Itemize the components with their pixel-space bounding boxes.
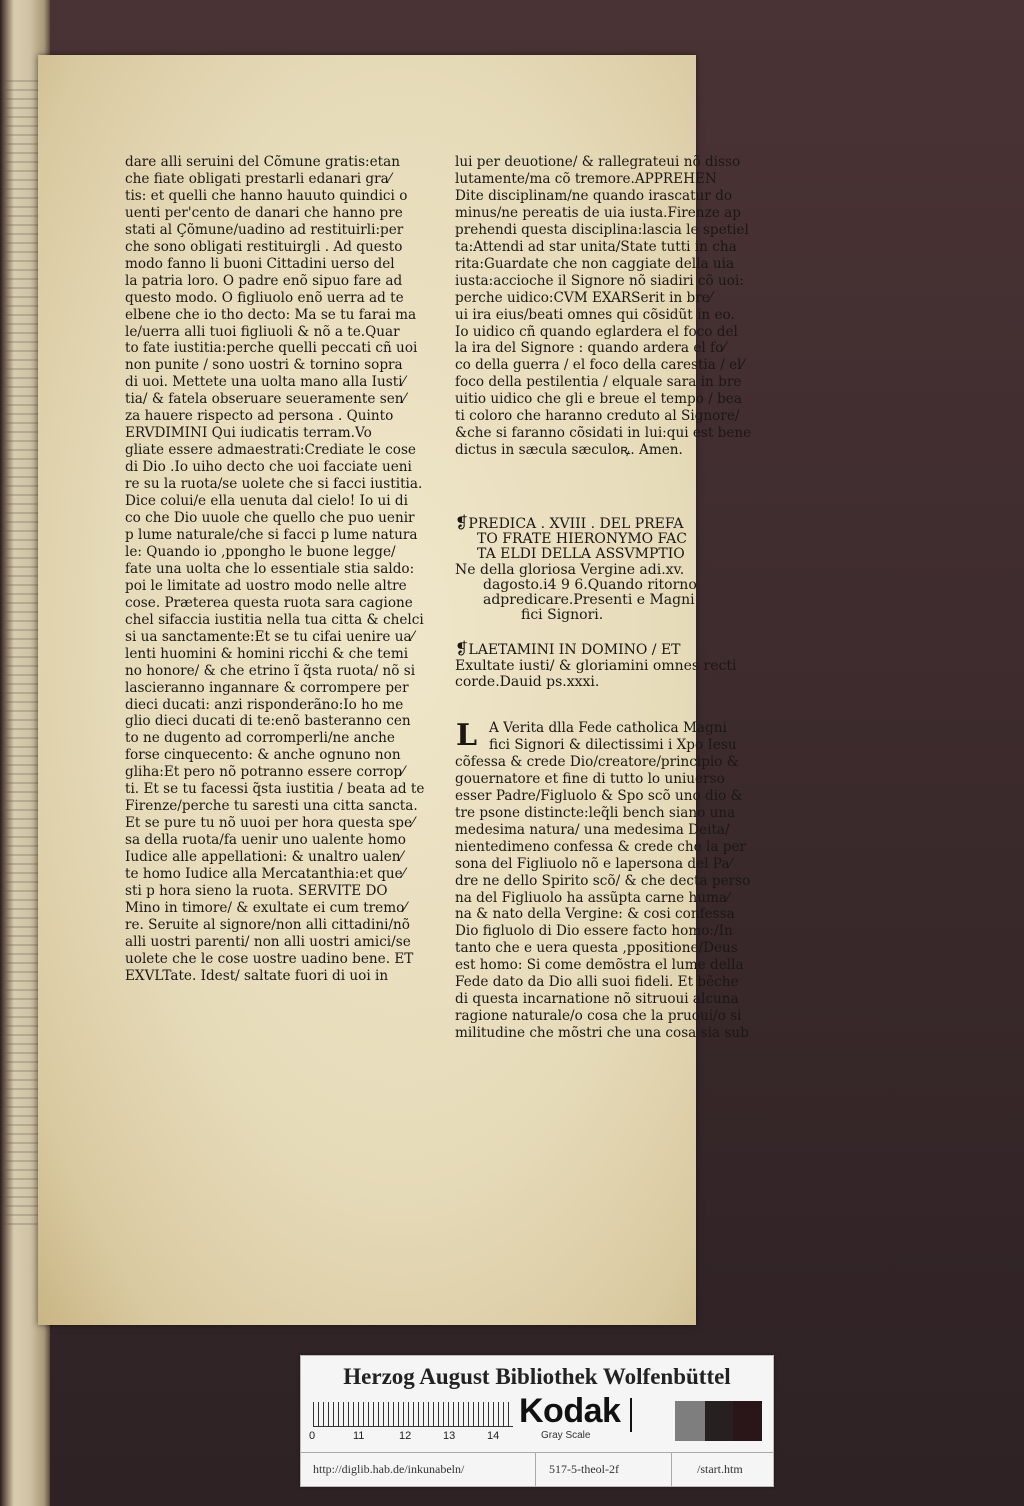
text-line: di questa incarnatione nõ sitruoui alcuna xyxy=(455,991,739,1008)
text-line: sti p hora sieno la ruota. SERVITE DO xyxy=(125,882,388,899)
right-text-column xyxy=(455,154,767,459)
text-line: modo fanno li buoni Cittadini uerso del xyxy=(125,255,395,272)
text-line: adpredicare.Presenti e Magni xyxy=(483,592,695,609)
text-line: prehendi questa disciplina:lascia le spetiel xyxy=(455,221,749,238)
text-line: militudine che mõstri che una cosa sia sub xyxy=(455,1025,749,1042)
dark-swatch xyxy=(705,1401,733,1441)
text-line: di uoi. Mettete una uolta mano alla Iusti⁄ xyxy=(125,374,405,391)
kodak-logo-bar xyxy=(630,1398,632,1432)
text-line: co che Dio uuole che quello che puo uenir xyxy=(125,510,415,527)
text-line: tanto che e uera questa ,ppositione/Deus xyxy=(455,940,738,957)
text-line: Iudice alle appellationi: & unaltro ualen⁄ xyxy=(125,849,403,866)
text-line: re. Seruite al signore/non alli cittadini/nõ xyxy=(125,916,410,933)
text-line: Io uidico cñ quando eglardera el foco del xyxy=(455,323,738,340)
text-line: che fiate obligati prestarli edanari gra⁄ xyxy=(125,170,392,187)
text-line: no honore/ & che etrino ĩ q̃sta ruota/ nõ si xyxy=(125,662,416,679)
left-text-column xyxy=(125,154,445,985)
text-line: TO FRATE HIERONYMO FAC xyxy=(477,531,687,548)
card-start: /start.htm xyxy=(697,1462,743,1476)
text-line: EXVLTate. Idest/ saltate fuori di uoi in xyxy=(125,967,389,984)
library-color-card xyxy=(300,1355,774,1487)
text-line: re su la ruota/se uolete che si facci iustitia. xyxy=(125,476,423,493)
text-line: sa della ruota/fa uenir uno ualente homo xyxy=(125,832,406,849)
text-line: na & nato della Vergine: & cosi confessa xyxy=(455,906,735,923)
text-line: Firenze/perche tu saresti una citta sancta. xyxy=(125,798,418,815)
sermon-heading xyxy=(455,515,775,623)
gray-scale-label: Gray Scale xyxy=(541,1430,591,1441)
text-line: cose. Præterea questa ruota sara cagione xyxy=(125,594,413,611)
text-line: perche uidico:CVM EXARSerit in bre⁄ xyxy=(455,289,713,306)
text-line: gliate essere admaestrati:Crediate le cose xyxy=(125,442,416,459)
ruler-number: 14 xyxy=(487,1430,500,1442)
library-name: Herzog August Bibliothek Wolfenbüttel xyxy=(343,1364,731,1389)
ruler-number: 11 xyxy=(353,1430,365,1442)
text-line: uolete che le cose uostre uadino bene. ET xyxy=(125,950,414,967)
ruler-number: 13 xyxy=(443,1430,456,1442)
text-line: di Dio .Io uiho decto che uoi facciate ueni xyxy=(125,459,412,476)
text-line: lenti huomini & homini ricchi & che temi xyxy=(125,645,409,662)
text-line: medesima natura/ una medesima Deita/ xyxy=(455,821,730,838)
text-line: Dite disciplinam/ne quando irascatur do xyxy=(455,187,732,204)
text-line xyxy=(455,515,775,532)
text-line: ti coloro che haranno creduto al Signore/ xyxy=(455,408,740,425)
text-line: glio dieci ducati di te:enõ basteranno cen xyxy=(125,713,411,730)
ruler-number: 0 xyxy=(309,1430,316,1442)
text-line: Et se pure tu nõ uuoi per hora questa spe⁄ xyxy=(125,815,415,832)
pilcrow-icon: ❡ xyxy=(455,639,469,658)
card-url: http://diglib.hab.de/inkunabeln/ xyxy=(313,1462,465,1476)
card-shelfmark: 517-5-theol-2f xyxy=(549,1462,619,1476)
text-line: tia/ & fatela obseruare seueramente sen⁄ xyxy=(125,391,406,408)
text-line: chel sifaccia iustitia nella tua citta & chelci xyxy=(125,611,424,628)
text-line-content: PREDICA . XVIII . DEL PREFA xyxy=(468,516,684,532)
scripture-subheading xyxy=(455,641,775,690)
text-line: ta:Attendi ad star unita/State tutti in cha xyxy=(455,238,737,255)
text-line: Mino in timore/ & exultate ei cum tremo⁄ xyxy=(125,899,407,916)
text-line: stati al Çõmune/uadino ad restituirli:per xyxy=(125,221,404,238)
text-line: nientedimeno confessa & crede che la per xyxy=(455,838,747,855)
ruler-number: 12 xyxy=(399,1430,412,1442)
text-line: &che si faranno cõsidati in lui:qui est bene xyxy=(455,425,752,442)
text-line: Fede dato da Dio alli suoi fideli. Et bẽche xyxy=(455,974,739,991)
text-line: te homo Iudice alla Mercatanthia:et que⁄ xyxy=(125,866,405,883)
gray-swatch xyxy=(675,1401,705,1441)
text-line: le/uerra alli tuoi figliuoli & nõ a te.Quar xyxy=(125,323,400,340)
text-line: Dice colui/e ella uenuta dal cielo! Io ui di xyxy=(125,493,408,510)
text-line: ERVDIMINI Qui iudicatis terram.Vo xyxy=(125,425,372,442)
text-line: si ua sanctamente:Et se tu cifai uenire ua⁄ xyxy=(125,628,414,645)
text-line: la patria loro. O padre enõ sipuo fare ad xyxy=(125,272,403,289)
text-line: tis: et quelli che hanno hauuto quindici o xyxy=(125,187,408,204)
text-line: corde.Dauid ps.xxxi. xyxy=(455,674,600,690)
text-line: dre ne dello Spirito scõ/ & che decta perso xyxy=(455,872,751,889)
text-line: gliha:Et pero nõ potranno essere corrop⁄ xyxy=(125,764,405,781)
text-line: za hauere rispecto ad persona . Quinto xyxy=(125,408,394,425)
text-line: fici Signori & dilectissimi i Xpo Iesu xyxy=(489,736,737,753)
card-divider xyxy=(535,1452,536,1486)
text-line xyxy=(455,641,775,658)
darkest-swatch xyxy=(733,1401,762,1441)
text-line: esser Padre/Figluolo & Spo scõ uno dio & xyxy=(455,787,743,804)
text-line: tre psone distincte:leq̃li bench siano una xyxy=(455,804,736,821)
ruler-baseline xyxy=(313,1426,513,1427)
text-line: fici Signori. xyxy=(521,607,604,624)
text-line: lutamente/ma cõ tremore.APPREHEN xyxy=(455,170,717,187)
text-line: forse cinquecento: & anche ognuno non xyxy=(125,747,401,764)
dropcap-letter: L xyxy=(456,718,478,753)
text-line-content: LAETAMINI IN DOMINO / ET xyxy=(468,642,681,658)
text-line: minus/ne pereatis de uia iusta.Firenze ap xyxy=(455,204,741,221)
text-line: lascieranno ingannare & corrompere per xyxy=(125,679,409,696)
text-line: dare alli seruini del Cõmune gratis:etan xyxy=(125,154,400,170)
card-divider xyxy=(301,1452,773,1453)
text-line: non punite / sono uostri & tornino sopra xyxy=(125,357,403,374)
text-line: dieci ducati: anzi risponderãno:Io ho me xyxy=(125,696,404,713)
text-line: cõfessa & crede Dio/creatore/principio & xyxy=(455,753,739,770)
text-line: poi le limitate ad uostro modo nelle altre xyxy=(125,577,407,594)
measurement-ruler xyxy=(313,1402,513,1426)
sermon-paragraph xyxy=(455,720,775,1042)
text-line: foco della pestilentia / elquale sara in bre xyxy=(455,374,742,391)
text-line: Dio figluolo di Dio essere facto homo:/In xyxy=(455,923,733,940)
text-line: alli uostri parenti/ non alli uostri amici/se xyxy=(125,933,411,950)
text-line: uenti per'cento de danari che hanno pre xyxy=(125,204,403,221)
card-divider xyxy=(671,1452,672,1486)
pilcrow-icon: ❡ xyxy=(455,513,469,532)
text-line: iusta:accioche il Signore nõ siadiri cõ uoi: xyxy=(455,272,744,289)
text-line: elbene che io tho decto: Ma se tu farai ma xyxy=(125,306,417,323)
text-line: na del Figliuolo ha assũpta carne huma⁄ xyxy=(455,889,730,906)
text-line: fate una uolta che lo essentiale stia saldo: xyxy=(125,560,415,577)
text-line: ui ira eius/beati omnes qui cõsidũt in eo. xyxy=(455,306,735,323)
text-line: questo modo. O figliuolo enõ uerra ad te xyxy=(125,289,404,306)
kodak-logo: Kodak xyxy=(519,1392,621,1430)
text-line: dictus in sæcula sæculoꝶ. Amen. xyxy=(455,442,683,459)
text-line: Exultate iusti/ & gloriamini omnes recti xyxy=(455,658,737,674)
text-line: est homo: Si come demõstra el lume della xyxy=(455,957,744,974)
text-line: Ne della gloriosa Vergine adi.xv. xyxy=(455,561,685,578)
text-line: dagosto.i4 9 6.Quando ritorno xyxy=(483,576,697,593)
text-line: to fate iustitia:perche quelli peccati cñ uoi xyxy=(125,340,418,357)
text-line: gouernatore et fine di tutto lo uniuerso xyxy=(455,770,725,787)
text-line: rita:Guardate che non caggiate della uia xyxy=(455,255,735,272)
text-line: la ira del Signore : quando ardera el fo⁄ xyxy=(455,340,726,357)
text-line: to ne dugento ad corromperli/ne anche xyxy=(125,730,395,747)
text-line: co della guerra / el foco della carestia / el⁄ xyxy=(455,357,744,374)
text-line: le: Quando io ,ppongho le buone legge/ xyxy=(125,543,396,560)
text-line: che sono obligati restituirgli . Ad questo xyxy=(125,238,403,255)
text-line: ti. Et se tu facessi q̃sta iustitia / beata ad te xyxy=(125,781,425,798)
text-line: sona del Figliuolo nõ e lapersona del Pa⁄ xyxy=(455,855,732,872)
text-line: lui per deuotione/ & rallegrateui nõ disso xyxy=(455,154,741,170)
text-line: uitio uidico che gli e breue el tempo / bea xyxy=(455,391,742,408)
text-line: TA ELDI DELLA ASSVMPTIO xyxy=(477,546,685,563)
text-line: p lume naturale/che si facci p lume natura xyxy=(125,526,418,543)
text-line: A Verita dlla Fede catholica Magni xyxy=(489,720,727,736)
text-line: ragione naturale/o cosa che la pruoui/o si xyxy=(455,1008,742,1025)
